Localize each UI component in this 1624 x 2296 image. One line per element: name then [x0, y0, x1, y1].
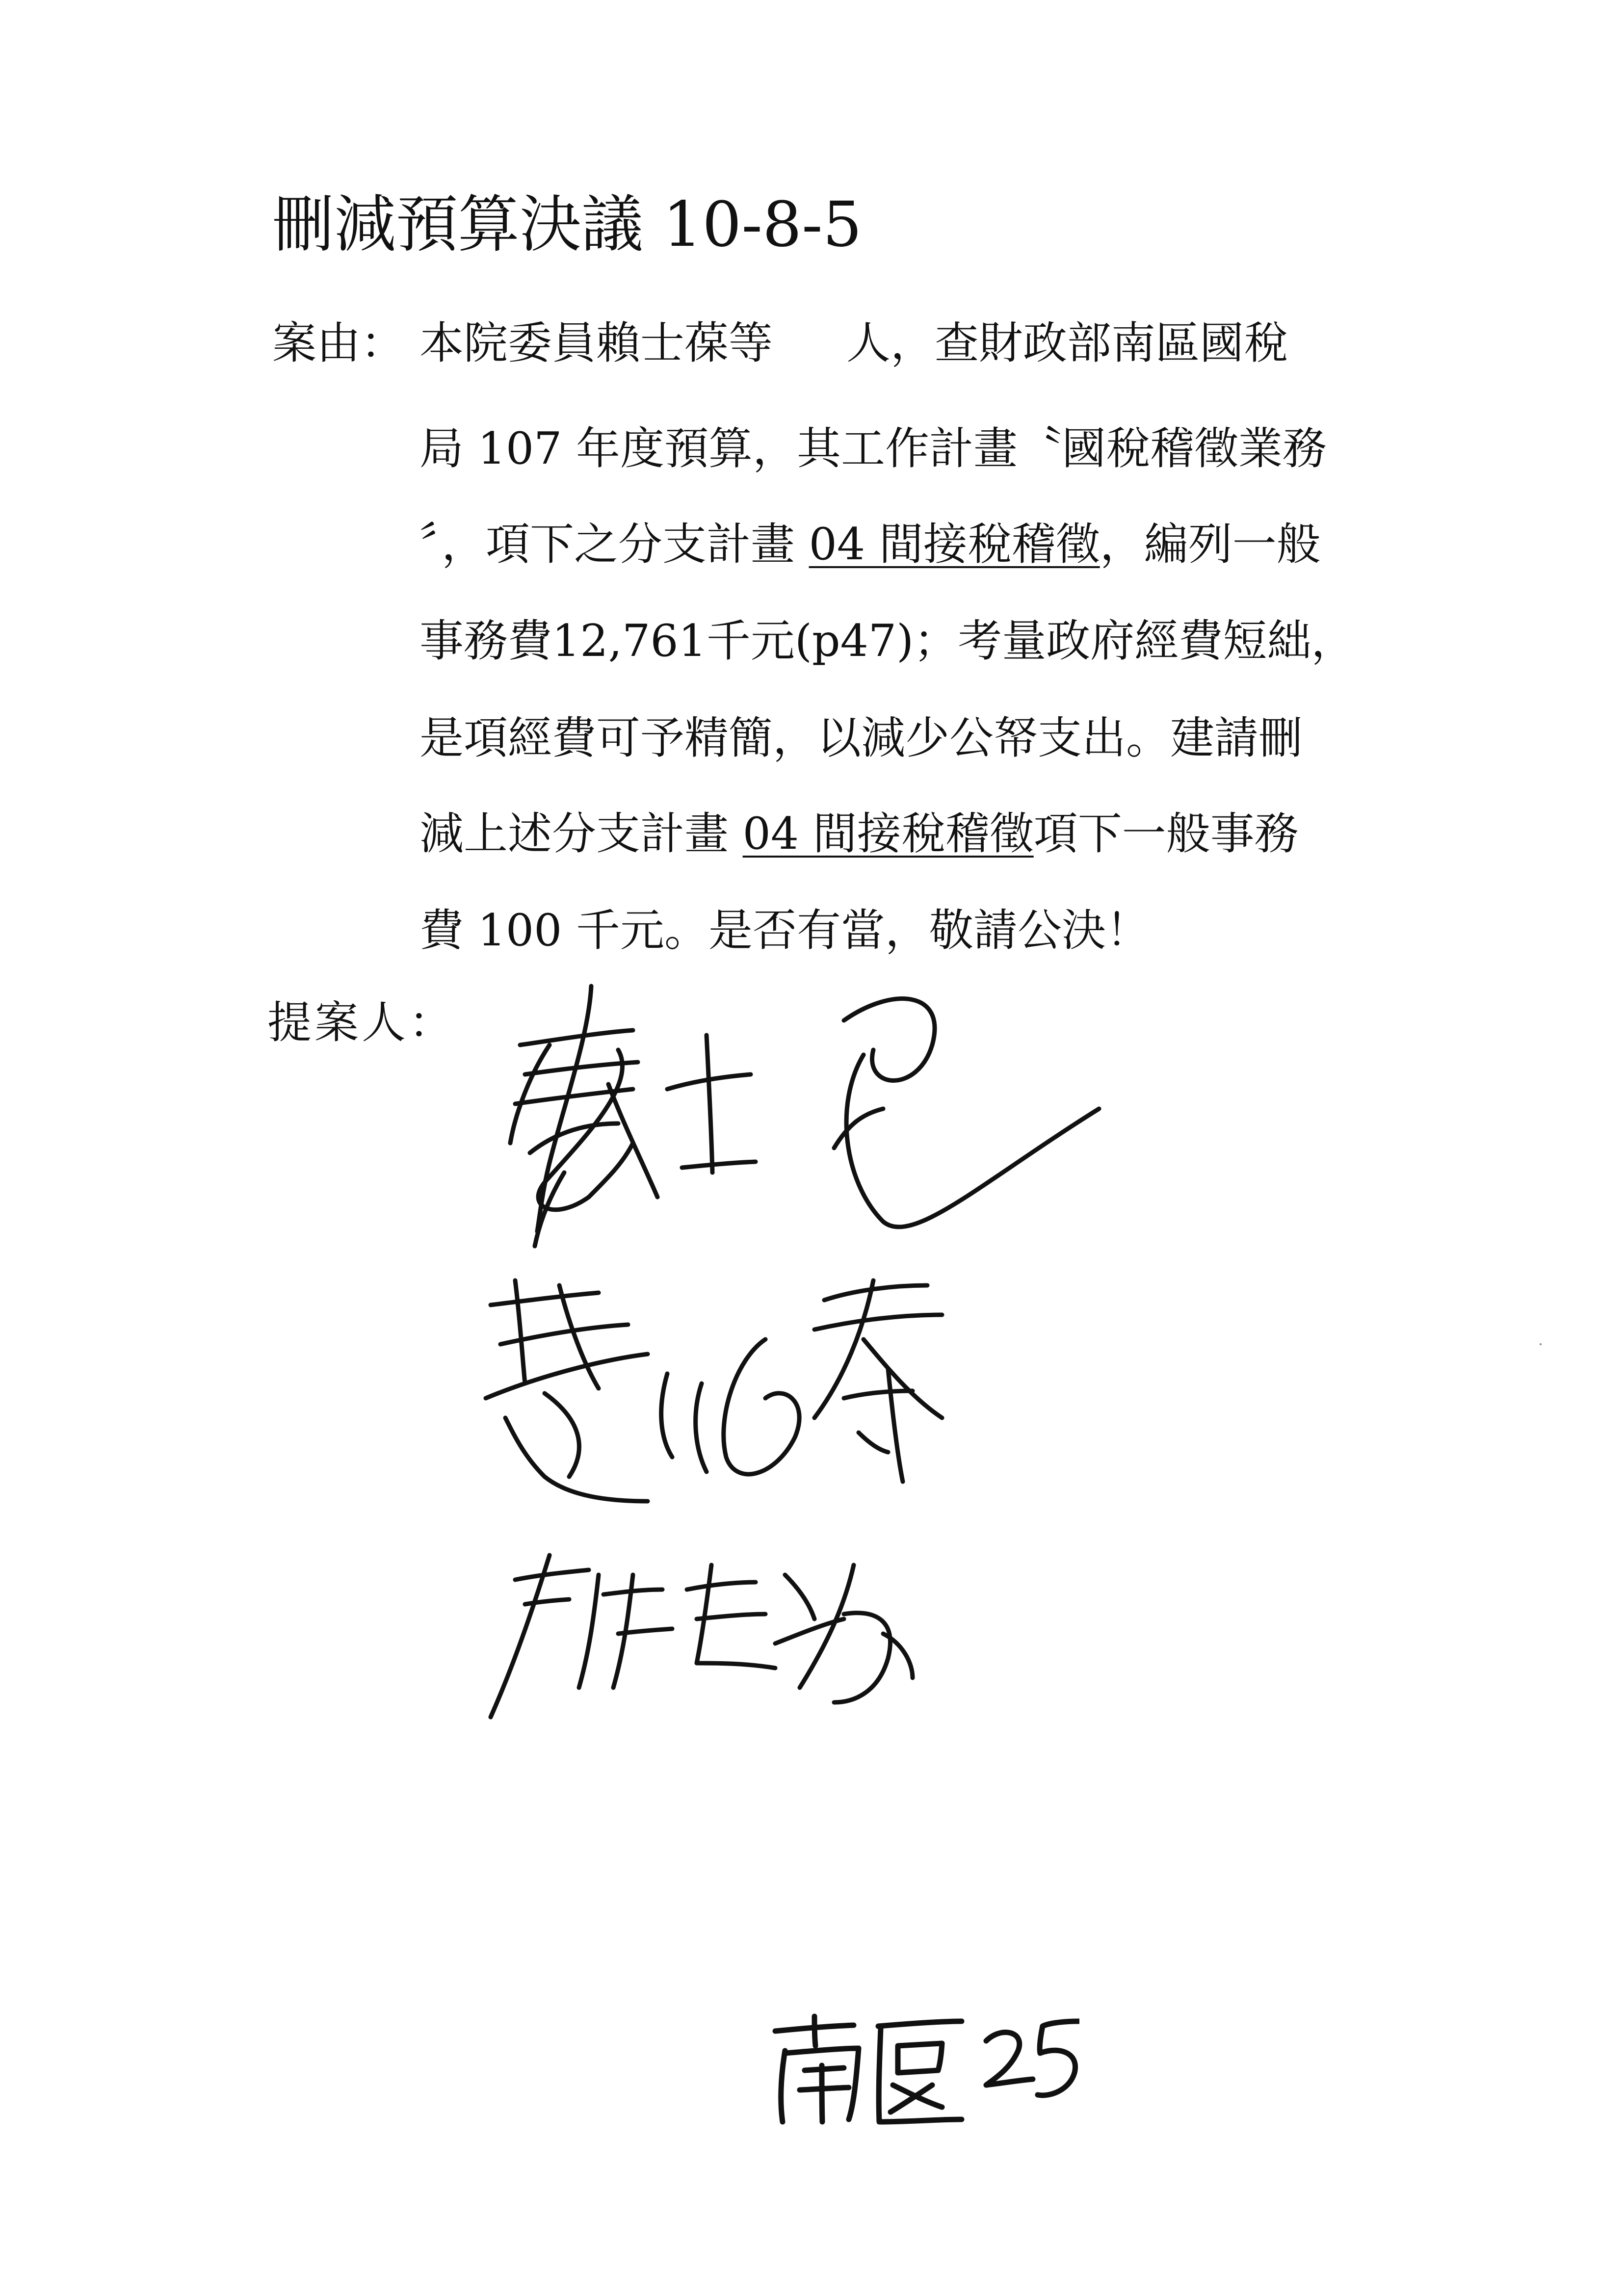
motion-line-3 — [419, 519, 1321, 572]
motion-label: 案由： — [272, 317, 405, 369]
signature-1 — [491, 976, 1104, 1261]
underlined-program-name: 04 間接稅稽徵 — [742, 808, 1034, 860]
motion-line-1-b: 人，查財政部南區國稅 — [846, 317, 1288, 369]
motion-line-3-b: ，編列一般 — [1100, 519, 1321, 570]
scan-speck — [1540, 1343, 1542, 1345]
motion-line-7: 費 100 千元。是否有當，敬請公決！ — [419, 905, 1150, 956]
underlined-program-name: 04 間接稅稽徵 — [809, 519, 1100, 570]
motion-line-4: 事務費12,761千元(p47)；考量政府經費短絀， — [419, 615, 1356, 667]
motion-line-1-a: 本院委員賴士葆等 — [419, 317, 773, 369]
motion-line-3-a: 〞，項下之分支計畫 — [419, 519, 809, 570]
motion-line-1 — [419, 317, 1288, 370]
motion-line-6 — [419, 808, 1299, 861]
signature-3 — [481, 1545, 942, 1732]
signature-2 — [471, 1271, 962, 1516]
document-title: 刪減預算決議 10-8-5 — [272, 188, 862, 261]
motion-line-6-a: 減上述分支計畫 — [419, 808, 743, 860]
motion-line-2: 局 107 年度預算，其工作計畫〝國稅稽徵業務 — [419, 423, 1327, 474]
proposer-label: 提案人： — [267, 997, 456, 1048]
motion-line-6-b: 項下一般事務 — [1033, 808, 1299, 860]
handwritten-note — [765, 2011, 1079, 2129]
motion-line-5: 是項經費可予精簡，以減少公帑支出。建請刪 — [419, 712, 1303, 764]
